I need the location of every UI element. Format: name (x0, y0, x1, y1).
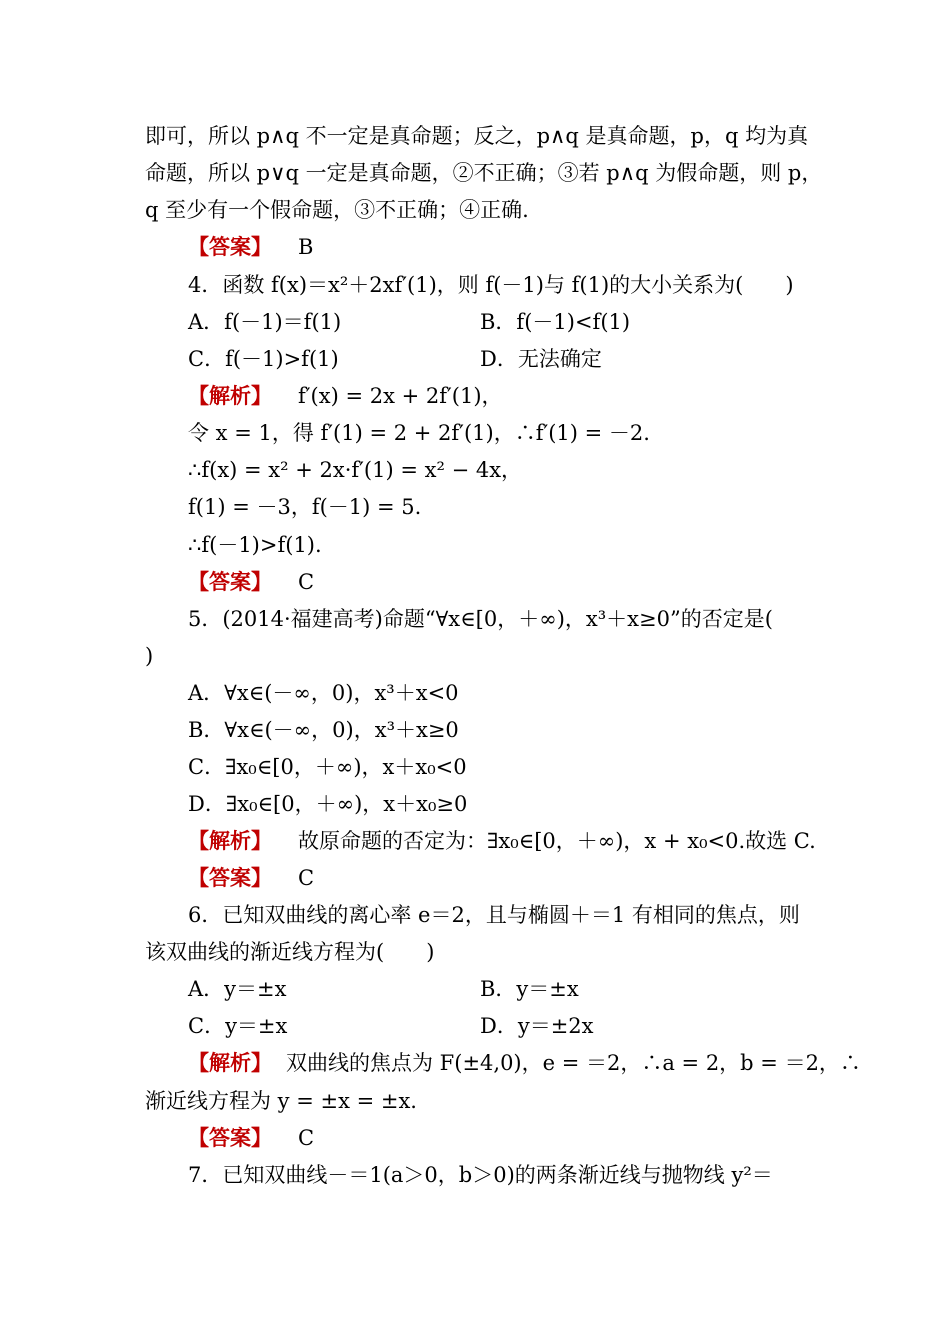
question-5-stem: 5．(2014·福建高考)命题“∀x∈[0，＋∞)，x³＋x≥0”的否定是( (188, 607, 773, 631)
option-b: B．∀x∈(－∞，0)，x³＋x≥0 (188, 718, 459, 742)
analysis-text: 双曲线的焦点为 F(±4,0)，e = ＝2，∴a = 2，b = ＝2，∴ (286, 1051, 861, 1075)
option-a: A．∀x∈(－∞，0)，x³＋x<0 (188, 681, 459, 705)
text-line: ) (145, 644, 154, 668)
answer-value: B (298, 235, 314, 259)
answer-value: C (298, 570, 315, 594)
option-b: B．y＝±x (480, 977, 579, 1001)
analysis-text: 故原命题的否定为：∃x₀∈[0，＋∞)，x + x₀<0.故选 C. (298, 829, 816, 853)
text-line: f(1) = －3，f(－1) = 5. (188, 495, 422, 519)
analysis-line (188, 1045, 861, 1081)
option-a: A．y＝±x (188, 977, 287, 1001)
question-7-stem: 7．已知双曲线－＝1(a＞0，b＞0)的两条渐近线与抛物线 y²＝ (188, 1163, 773, 1187)
option-b: B．f(－1)<f(1) (480, 310, 631, 334)
answer-line (188, 860, 314, 896)
answer-value: C (298, 866, 315, 890)
analysis-line (188, 823, 816, 859)
question-6-stem: 6．已知双曲线的离心率 e＝2，且与椭圆＋＝1 有相同的焦点，则 (188, 903, 800, 927)
analysis-text: f′(x) = 2x + 2f′(1)， (298, 384, 503, 408)
text-line: ∴f(x) = x² + 2x·f′(1) = x² − 4x， (188, 458, 523, 482)
analysis-label: 【解析】 (188, 384, 272, 408)
option-d: D．∃x₀∈[0，＋∞)，x＋x₀≥0 (188, 792, 468, 816)
answer-line (188, 564, 314, 600)
answer-label: 【答案】 (188, 1126, 272, 1150)
answer-value: C (298, 1126, 315, 1150)
text-line: 渐近线方程为 y = ±x = ±x. (145, 1089, 417, 1113)
option-d: D．无法确定 (480, 347, 602, 371)
text-line: 令 x = 1，得 f′(1) = 2 + 2f′(1)，∴f′(1) = －2. (188, 421, 650, 445)
option-d: D．y＝±2x (480, 1014, 594, 1038)
option-a: A．f(－1)＝f(1) (188, 310, 342, 334)
analysis-line (188, 378, 503, 414)
text-line: q 至少有一个假命题，③不正确；④正确. (145, 198, 529, 222)
text-line: 该双曲线的渐近线方程为( ) (145, 940, 435, 964)
answer-label: 【答案】 (188, 866, 272, 890)
option-c: C．f(－1)>f(1) (188, 347, 339, 371)
text-line: 即可，所以 p∧q 不一定是真命题；反之，p∧q 是真命题，p，q 均为真 (145, 124, 809, 148)
answer-label: 【答案】 (188, 570, 272, 594)
option-c: C．∃x₀∈[0，＋∞)，x＋x₀<0 (188, 755, 467, 779)
text-line: ∴f(－1)>f(1). (188, 533, 322, 557)
answer-label: 【答案】 (188, 235, 272, 259)
option-c: C．y＝±x (188, 1014, 288, 1038)
answer-line (188, 229, 313, 265)
analysis-label: 【解析】 (188, 1051, 272, 1075)
question-4-stem: 4．函数 f(x)＝x²＋2xf′(1)，则 f(－1)与 f(1)的大小关系为( ) (188, 273, 794, 297)
answer-line (188, 1120, 314, 1156)
text-line: 命题，所以 p∨q 一定是真命题，②不正确；③若 p∧q 为假命题，则 p， (145, 161, 823, 185)
analysis-label: 【解析】 (188, 829, 272, 853)
